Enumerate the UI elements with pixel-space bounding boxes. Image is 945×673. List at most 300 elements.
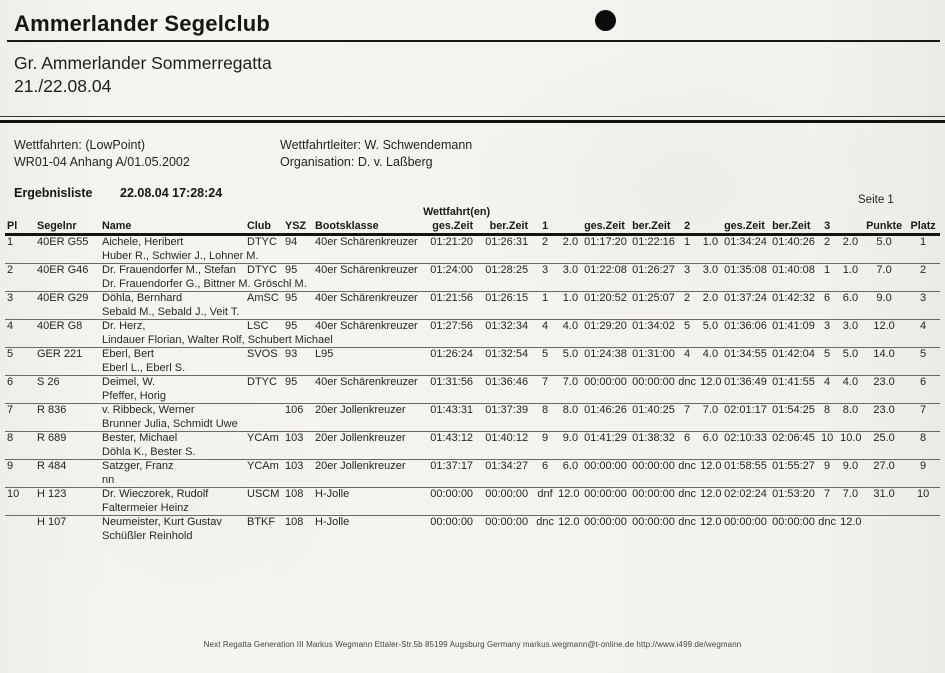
cell-skipper: Dr. Frauendorfer M., Stefan	[100, 264, 245, 278]
cell-skipper: Eberl, Bert	[100, 348, 245, 362]
cell-race-rank: 5	[534, 348, 556, 362]
entry-crew-line	[5, 362, 940, 376]
cell-race-points: 4.0	[698, 348, 722, 362]
cell-race-rank: dnc	[676, 460, 698, 474]
cell-skipper: Aichele, Heribert	[102, 236, 184, 248]
cell-ber-zeit: 00:00:00	[772, 516, 815, 528]
column-header-pl: Pl	[5, 220, 35, 235]
cell-ges-zeit: 02:01:17	[722, 404, 770, 418]
cell-club: DTYC	[245, 264, 283, 278]
cell-crew: Döhla K., Bester S.	[102, 445, 196, 458]
cell-race-rank: 9	[816, 460, 838, 474]
cell-pl: 9	[5, 460, 35, 474]
cell-platz: 4	[906, 320, 940, 334]
cell-punkte	[862, 516, 906, 530]
cell-race-rank: 6	[676, 432, 698, 446]
cell-race-points: 6.0	[556, 460, 582, 474]
cell-race-points: 2.0	[698, 292, 722, 306]
column-header-row	[5, 220, 940, 235]
column-header-bootsklasse: Bootsklasse	[313, 220, 421, 235]
cell-ber-zeit: 01:40:08	[772, 264, 815, 276]
cell-ges-zeit: 01:58:55	[722, 460, 770, 474]
table-row	[5, 404, 940, 432]
cell-race-rank: 3	[534, 264, 556, 278]
cell-ber-zeit: 01:54:25	[772, 404, 815, 416]
cell-skipper: v. Ribbeck, Werner	[100, 404, 245, 418]
cell-ges-zeit: 01:27:56	[421, 320, 479, 334]
entry-main-line	[5, 488, 940, 502]
table-row	[5, 235, 940, 264]
cell-empty	[35, 474, 100, 488]
results-timestamp: 22.08.04 17:28:24	[120, 186, 223, 200]
cell-ber-zeit: 00:00:00	[632, 460, 675, 472]
cell-race-points: 12.0	[700, 488, 722, 500]
cell-race-rank: dnc	[676, 516, 698, 530]
scoring-system: Wettfahrten: (LowPoint)	[14, 138, 146, 152]
column-header-ber-zeit: ber.Zeit	[479, 220, 534, 235]
cell-ges-zeit: 00:00:00	[582, 376, 630, 390]
cell-race-rank: dnc	[816, 516, 838, 530]
cell-segelnr: H 107	[35, 516, 100, 530]
cell-race-points: 1.0	[556, 292, 582, 306]
group-spacer	[534, 206, 940, 220]
cell-race-points: 12.0	[556, 516, 582, 530]
entry-crew-line	[5, 250, 940, 264]
entry-crew-line	[5, 474, 940, 488]
cell-empty	[35, 530, 100, 544]
cell-platz: 2	[906, 264, 940, 278]
cell-race-rank: 7	[676, 404, 698, 418]
cell-ysz: 103	[283, 460, 313, 474]
cell-club: DTYC	[245, 376, 283, 390]
cell-race-rank: 7	[534, 376, 556, 390]
cell-ber-zeit: 01:34:27	[479, 460, 534, 474]
cell-bootsklasse: L95	[313, 348, 421, 362]
cell-ber-zeit: 01:31:00	[632, 348, 675, 360]
cell-empty	[5, 306, 35, 320]
cell-empty	[35, 278, 100, 292]
cell-empty	[5, 418, 35, 432]
cell-empty	[5, 390, 35, 404]
table-row	[5, 516, 940, 544]
entry-crew-line	[5, 418, 940, 432]
cell-platz: 9	[906, 460, 940, 474]
organisation: Organisation: D. v. Laßberg	[280, 155, 433, 169]
cell-crew: Pfeffer, Horig	[102, 389, 166, 402]
cell-empty	[5, 530, 35, 544]
cell-pl: 8	[5, 432, 35, 446]
section-rule	[0, 116, 945, 123]
cell-segelnr: H 123	[35, 488, 100, 502]
entry-crew-line	[5, 530, 940, 544]
cell-skipper: Bester, Michael	[100, 432, 245, 446]
cell-pl: 3	[5, 292, 35, 306]
cell-race-rank: 5	[676, 320, 698, 334]
cell-platz: 10	[906, 488, 940, 502]
column-header-ber-zeit: ber.Zeit	[630, 220, 676, 235]
column-header-race-number: 2	[676, 220, 698, 235]
cell-ysz: 103	[283, 432, 313, 446]
cell-race-points: 7.0	[838, 488, 862, 502]
table-row	[5, 292, 940, 320]
cell-race-points: 4.0	[838, 376, 862, 390]
cell-bootsklasse: H-Jolle	[313, 488, 421, 502]
cell-ber-zeit: 01:40:25	[632, 404, 675, 416]
cell-race-points: 8.0	[838, 404, 862, 418]
cell-club: YCAm	[245, 460, 283, 474]
cell-empty	[35, 334, 100, 348]
cell-ges-zeit: 02:10:33	[722, 432, 770, 446]
cell-ber-zeit: 02:06:45	[772, 432, 815, 444]
cell-ber-zeit: 01:32:54	[479, 348, 534, 362]
cell-ges-zeit: 01:22:08	[582, 264, 630, 278]
cell-platz: 5	[906, 348, 940, 362]
cell-bootsklasse: H-Jolle	[313, 516, 421, 530]
cell-segelnr: 40ER G29	[35, 292, 100, 306]
cell-ges-zeit: 01:37:24	[722, 292, 770, 306]
cell-ysz: 106	[283, 404, 313, 418]
cell-ges-zeit: 01:21:56	[421, 292, 479, 306]
cell-pl: 1	[7, 236, 14, 248]
entry-main-line	[5, 348, 940, 362]
entry-crew-line	[5, 334, 940, 348]
cell-race-points: 6.0	[698, 432, 722, 446]
cell-crew: Dr. Frauendorfer G., Bittner M. Gröschl M.	[102, 277, 307, 290]
cell-ges-zeit: 01:34:24	[724, 236, 767, 248]
race-officer: Wettfahrtleiter: W. Schwendemann	[280, 138, 473, 152]
cell-ber-zeit: 01:28:25	[479, 264, 534, 278]
cell-ber-zeit: 01:38:32	[632, 432, 675, 444]
cell-ysz: 95	[283, 292, 313, 306]
cell-platz: 7	[906, 404, 940, 418]
cell-bootsklasse: 40er Schärenkreuzer	[313, 376, 421, 390]
cell-ysz: 94	[285, 236, 298, 248]
cell-ysz: 95	[283, 264, 313, 278]
cell-race-points: 10.0	[840, 432, 862, 444]
cell-ber-zeit: 01:25:07	[632, 292, 675, 304]
cell-pl: 2	[5, 264, 35, 278]
scoring-info	[14, 137, 190, 171]
entry-main-line	[5, 460, 940, 474]
cell-segelnr: R 836	[35, 404, 100, 418]
cell-race-points: 2.0	[562, 236, 579, 248]
cell-ges-zeit: 01:24:38	[582, 348, 630, 362]
cell-race-rank: dnc	[676, 488, 698, 502]
cell-ber-zeit: 00:00:00	[632, 488, 675, 500]
cell-empty	[5, 362, 35, 376]
cell-ber-zeit: 01:36:46	[479, 376, 534, 390]
cell-bootsklasse: 20er Jollenkreuzer	[313, 432, 421, 446]
entry-main-line	[5, 320, 940, 334]
cell-segelnr: GER 221	[35, 348, 100, 362]
table-row	[5, 264, 940, 292]
cell-bootsklasse: 20er Jollenkreuzer	[313, 460, 421, 474]
cell-ber-zeit: 00:00:00	[632, 516, 675, 528]
results-label: Ergebnisliste	[14, 186, 93, 200]
cell-club: SVOS	[245, 348, 283, 362]
cell-race-points: 12.0	[700, 460, 722, 472]
cell-ges-zeit: 01:36:06	[722, 320, 770, 334]
cell-empty	[5, 278, 35, 292]
title-rule	[7, 40, 940, 42]
cell-empty	[35, 250, 100, 264]
cell-ges-zeit: 00:00:00	[722, 516, 770, 530]
cell-pl: 10	[5, 488, 35, 502]
cell-crew: Eberl L., Eberl S.	[102, 361, 186, 374]
column-header-race-points-spacer	[698, 220, 722, 235]
cell-ges-zeit: 01:24:00	[421, 264, 479, 278]
cell-race-rank: 3	[816, 320, 838, 334]
cell-segelnr: S 26	[35, 376, 100, 390]
cell-race-rank: 8	[816, 404, 838, 418]
column-header-punkte: Punkte	[862, 220, 906, 235]
column-header-race-number: 3	[816, 220, 838, 235]
entry-main-line	[5, 292, 940, 306]
cell-empty	[35, 390, 100, 404]
cell-race-rank: 4	[816, 376, 838, 390]
column-header-race-points-spacer	[838, 220, 862, 235]
entry-crew-line	[5, 306, 940, 320]
cell-punkte: 27.0	[862, 460, 906, 474]
entry-crew-line	[5, 502, 940, 516]
cell-punkte: 12.0	[862, 320, 906, 334]
cell-punkte: 23.0	[862, 376, 906, 390]
cell-crew: Sebald M., Sebald J., Veit T.	[102, 305, 240, 318]
cell-ber-zeit: 01:37:39	[479, 404, 534, 418]
cell-ber-zeit: 01:26:31	[485, 236, 529, 248]
event-date: 21./22.08.04	[14, 76, 112, 96]
column-header-club: Club	[245, 220, 283, 235]
table-row	[5, 460, 940, 488]
scoring-rules: WR01-04 Anhang A/01.05.2002	[14, 155, 190, 169]
cell-skipper: Dr. Wieczorek, Rudolf	[100, 488, 245, 502]
column-header-name: Name	[100, 220, 245, 235]
cell-empty	[5, 502, 35, 516]
cell-club: USCM	[245, 488, 283, 502]
cell-club: YCAm	[245, 432, 283, 446]
cell-bootsklasse: 40er Schärenkreuzer	[313, 292, 421, 306]
cell-skipper: Deimel, W.	[100, 376, 245, 390]
cell-crew: Faltermeier Heinz	[102, 501, 189, 514]
cell-platz: 3	[906, 292, 940, 306]
table-row	[5, 376, 940, 404]
results-table	[5, 206, 940, 543]
cell-punkte: 31.0	[862, 488, 906, 502]
cell-race-points: 3.0	[556, 264, 582, 278]
cell-race-points: 2.0	[842, 236, 859, 248]
cell-empty	[5, 446, 35, 460]
cell-race-points: 4.0	[556, 320, 582, 334]
cell-race-rank: 3	[676, 264, 698, 278]
cell-race-rank: 4	[676, 348, 698, 362]
cell-race-points: 7.0	[698, 404, 722, 418]
group-header-row	[5, 206, 940, 220]
entry-crew-line	[5, 390, 940, 404]
cell-segelnr: R 689	[35, 432, 100, 446]
cell-ges-zeit: 00:00:00	[582, 460, 630, 474]
cell-ber-zeit: 01:32:34	[479, 320, 534, 334]
cell-ber-zeit: 01:42:04	[772, 348, 815, 360]
cell-crew: nn	[102, 473, 115, 486]
cell-segelnr: 40ER G8	[35, 320, 100, 334]
cell-race-points: 3.0	[838, 320, 862, 334]
cell-race-points: 9.0	[556, 432, 582, 446]
entry-main-line	[5, 516, 940, 530]
table-row	[5, 488, 940, 516]
cell-skipper: Dr. Herz,	[100, 320, 245, 334]
cell-skipper: Döhla, Bernhard	[100, 292, 245, 306]
cell-ber-zeit: 01:22:16	[632, 236, 675, 248]
page-number: Seite 1	[858, 194, 894, 206]
table-row	[5, 348, 940, 376]
cell-club: LSC	[245, 320, 283, 334]
cell-ges-zeit: 01:43:12	[421, 432, 479, 446]
cell-ber-zeit: 00:00:00	[479, 516, 534, 530]
cell-ges-zeit: 01:36:49	[722, 376, 770, 390]
cell-race-points: 6.0	[838, 292, 862, 306]
cell-ges-zeit: 01:34:55	[722, 348, 770, 362]
cell-pl: 4	[5, 320, 35, 334]
column-header-ysz: YSZ	[283, 220, 313, 235]
cell-ber-zeit: 00:00:00	[632, 376, 675, 388]
cell-race-points: 1.0	[838, 264, 862, 278]
cell-club	[245, 404, 283, 418]
cell-ber-zeit: 01:53:20	[772, 488, 815, 500]
cell-ber-zeit: 01:41:09	[772, 320, 815, 332]
cell-crew: Brunner Julia, Schmidt Uwe	[102, 417, 238, 430]
cell-bootsklasse: 20er Jollenkreuzer	[313, 404, 421, 418]
cell-empty	[5, 250, 35, 264]
cell-race-rank: 2	[676, 292, 698, 306]
cell-race-rank: 6	[534, 460, 556, 474]
cell-empty	[35, 362, 100, 376]
cell-empty	[35, 418, 100, 432]
cell-ber-zeit: 01:41:55	[772, 376, 815, 388]
cell-race-points: 5.0	[838, 348, 862, 362]
entry-main-line	[5, 404, 940, 418]
cell-empty	[35, 306, 100, 320]
cell-ber-zeit: 01:26:27	[632, 264, 675, 276]
cell-ber-zeit: 01:34:02	[632, 320, 675, 332]
cell-race-rank: 7	[816, 488, 838, 502]
cell-ysz: 108	[283, 516, 313, 530]
cell-bootsklasse: 40er Schärenkreuzer	[315, 236, 418, 248]
cell-race-rank: 1	[684, 236, 691, 248]
column-header-race-number: 1	[534, 220, 556, 235]
cell-crew: Huber R., Schwier J., Lohner M.	[102, 249, 259, 262]
column-header-ges-zeit: ges.Zeit	[421, 220, 479, 235]
cell-crew: Lindauer Florian, Walter Rolf, Schubert Michael	[102, 333, 333, 346]
cell-pl	[5, 516, 35, 530]
cell-empty	[35, 502, 100, 516]
cell-ges-zeit: 02:02:24	[722, 488, 770, 502]
cell-ges-zeit: 00:00:00	[421, 516, 479, 530]
cell-pl: 6	[5, 376, 35, 390]
cell-ges-zeit: 01:46:26	[582, 404, 630, 418]
results-table-wrap	[5, 206, 940, 543]
cell-ber-zeit: 00:00:00	[479, 488, 534, 502]
cell-club: AmSC	[245, 292, 283, 306]
cell-ges-zeit: 01:37:17	[421, 460, 479, 474]
cell-punkte: 23.0	[862, 404, 906, 418]
cell-punkte: 25.0	[862, 432, 906, 446]
cell-race-points: 5.0	[698, 320, 722, 334]
cell-ges-zeit: 01:35:08	[722, 264, 770, 278]
cell-ges-zeit: 01:21:20	[430, 236, 474, 248]
cell-race-points: 8.0	[556, 404, 582, 418]
cell-ges-zeit: 01:29:20	[582, 320, 630, 334]
cell-empty	[5, 474, 35, 488]
cell-race-points: 12.0	[556, 488, 582, 502]
cell-pl: 5	[5, 348, 35, 362]
cell-race-rank: 1	[534, 292, 556, 306]
cell-race-rank: 2	[824, 236, 831, 248]
cell-ges-zeit: 00:00:00	[582, 516, 630, 530]
cell-platz: 6	[906, 376, 940, 390]
entry-main-line	[5, 264, 940, 278]
cell-race-points: 12.0	[700, 516, 722, 528]
column-header-ges-zeit: ges.Zeit	[722, 220, 770, 235]
table-row	[5, 432, 940, 460]
races-group-header: Wettfahrt(en)	[423, 206, 491, 218]
cell-ges-zeit: 01:26:24	[421, 348, 479, 362]
table-header	[5, 206, 940, 235]
cell-bootsklasse: 40er Schärenkreuzer	[313, 320, 421, 334]
column-header-race-points-spacer	[556, 220, 582, 235]
cell-race-points: 7.0	[556, 376, 582, 390]
punch-hole-mark	[595, 10, 616, 31]
event-header	[14, 52, 272, 98]
cell-race-rank: 2	[542, 236, 549, 248]
cell-ber-zeit: 01:55:27	[772, 460, 815, 472]
cell-race-rank: 10	[816, 432, 838, 446]
column-header-ges-zeit: ges.Zeit	[582, 220, 630, 235]
cell-pl: 7	[5, 404, 35, 418]
cell-ges-zeit: 01:20:52	[582, 292, 630, 306]
cell-bootsklasse: 40er Schärenkreuzer	[313, 264, 421, 278]
cell-race-rank: 6	[816, 292, 838, 306]
cell-race-rank: dnf	[534, 488, 556, 502]
cell-platz: 8	[906, 432, 940, 446]
footer-note: Next Regatta Generation III Markus Wegmann Ettaler-Str.5b 85199 Augsburg Germany markus.wegmann@t-online.de http://www.i499.de/wegmann	[203, 640, 742, 649]
cell-empty	[35, 446, 100, 460]
event-title: Gr. Ammerlander Sommerregatta	[14, 53, 272, 73]
entry-main-line	[5, 376, 940, 390]
cell-skipper: Satzger, Franz	[100, 460, 245, 474]
cell-ber-zeit: 01:42:32	[772, 292, 815, 304]
cell-race-rank: dnc	[676, 376, 698, 390]
cell-ysz: 95	[283, 376, 313, 390]
cell-punkte: 7.0	[862, 264, 906, 278]
cell-ges-zeit: 00:00:00	[582, 488, 630, 502]
cell-race-rank: 5	[816, 348, 838, 362]
cell-ysz: 93	[283, 348, 313, 362]
cell-club: DTYC	[247, 236, 277, 248]
cell-segelnr: R 484	[35, 460, 100, 474]
cell-punkte: 14.0	[862, 348, 906, 362]
cell-ysz: 95	[283, 320, 313, 334]
column-header-platz: Platz	[906, 220, 940, 235]
club-title: Ammerlander Segelclub	[14, 11, 271, 36]
results-heading	[14, 186, 223, 200]
cell-ysz: 108	[283, 488, 313, 502]
cell-ber-zeit: 01:40:12	[479, 432, 534, 446]
cell-ges-zeit: 00:00:00	[421, 488, 479, 502]
entry-crew-line	[5, 278, 940, 292]
cell-ber-zeit: 01:26:15	[479, 292, 534, 306]
cell-platz	[906, 516, 940, 530]
cell-race-points: 1.0	[702, 236, 719, 248]
